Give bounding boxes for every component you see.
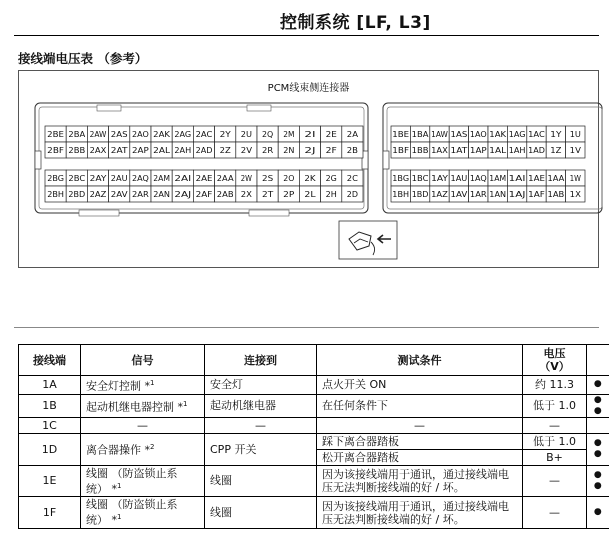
connected-to-cell: 起动机继电器 — [205, 394, 317, 417]
pin-label: 2Z — [219, 145, 232, 155]
pin-label: 2AG — [174, 129, 192, 139]
bullet-icon: ● — [593, 480, 602, 491]
pin-label: 1AM — [489, 173, 507, 183]
pin-label: 2D — [346, 189, 358, 199]
pin-label: 1AV — [450, 189, 468, 199]
pin-label: 1AU — [450, 173, 468, 183]
bullet-cell — [587, 497, 609, 529]
pin-label: 2BG — [47, 173, 64, 183]
signal-footnote-mark: 2 — [150, 443, 155, 452]
connected-to-cell: — — [205, 417, 317, 433]
voltage-text: 约 11.3 — [535, 378, 574, 392]
signal-cell — [81, 465, 205, 497]
pin-label: 2AW — [89, 129, 107, 139]
pin-label: 1AQ — [469, 173, 487, 183]
pin-label: 2AV — [110, 189, 129, 199]
header-signal: 信号 — [81, 345, 205, 376]
voltage-cell — [523, 433, 587, 465]
voltage-text: 低于 1.0 — [533, 399, 576, 413]
pin-label: 2AY — [89, 173, 108, 183]
pin-label: 2F — [325, 145, 338, 155]
terminal-cell: 1D — [19, 433, 81, 465]
pin-label: 2T — [262, 189, 275, 199]
table-row — [19, 376, 609, 395]
voltage-cell — [523, 465, 587, 497]
pin-label: 1Y — [550, 129, 563, 139]
pin-label: 1BF — [392, 145, 410, 155]
terminal-cell: 1F — [19, 497, 81, 529]
pin-label: 2E — [325, 129, 337, 139]
pin-label: 2N — [283, 145, 295, 155]
pin-label: 2W — [240, 173, 252, 183]
pin-label: 2R — [262, 145, 274, 155]
test-condition-text: — — [414, 418, 425, 432]
pin-label: 2BD — [68, 189, 86, 199]
pin-label: 1AG — [508, 129, 526, 139]
pin-label: 2J — [304, 145, 316, 155]
bullet-cell — [587, 417, 609, 433]
pin-label: 1X — [569, 189, 582, 199]
pin-label: 2AZ — [89, 189, 107, 199]
pin-label: 2AH — [174, 145, 192, 155]
pin-label: 2L — [304, 189, 317, 199]
bullet-icon: ● — [593, 469, 602, 480]
pin-label: 1BA — [411, 129, 429, 139]
test-condition-cell — [317, 497, 523, 529]
pin-label: 2BA — [68, 129, 86, 139]
bullet-icon: ● — [593, 379, 602, 390]
pin-label: 2M — [283, 129, 295, 139]
pin-label: 2V — [240, 145, 253, 155]
pin-label: 2Y — [219, 129, 232, 139]
bullet-cell — [587, 465, 609, 497]
pin-label: 2AN — [153, 189, 171, 199]
connector-figure — [18, 70, 599, 268]
pin-label: 1AW — [431, 129, 448, 139]
pin-label: 2AF — [195, 189, 213, 199]
signal-cell — [81, 497, 205, 529]
voltage-text: — — [549, 418, 560, 432]
pin-label: 2O — [283, 173, 295, 183]
voltage-cell — [523, 394, 587, 417]
pin-label: 1AJ — [508, 189, 526, 199]
pin-label: 2AU — [110, 173, 128, 183]
pin-label: 2AQ — [132, 173, 149, 183]
signal-footnote-mark: 1 — [117, 513, 122, 522]
title-rule — [14, 35, 599, 36]
pin-label: 1AH — [508, 145, 526, 155]
test-condition-cell — [317, 394, 523, 417]
signal-cell — [81, 376, 205, 395]
pin-label: 2AT — [110, 145, 129, 155]
bullet-icon: ● — [593, 449, 602, 460]
pin-label: 2A — [346, 129, 359, 139]
pin-label: 1AE — [528, 173, 545, 183]
test-condition-cell — [317, 417, 523, 433]
pin-label: 1AY — [431, 173, 449, 183]
pin-label: 2BB — [68, 145, 86, 155]
pin-label: 1AD — [528, 145, 545, 155]
bullet-cell — [587, 433, 609, 465]
bullet-icon: ● — [593, 438, 602, 449]
pin-label: 2AB — [216, 189, 234, 199]
table-row — [19, 394, 609, 417]
right-connector-pins — [391, 126, 585, 202]
connected-to-cell: 安全灯 — [205, 376, 317, 395]
terminal-cell: 1B — [19, 394, 81, 417]
table-header-row — [19, 345, 609, 376]
connected-to-cell: CPP 开关 — [205, 433, 317, 465]
test-condition-cell — [317, 433, 523, 465]
signal-footnote-mark: 1 — [117, 481, 122, 490]
pin-label: 1AT — [450, 145, 469, 155]
pin-label: 1AA — [547, 173, 565, 183]
signal-cell — [81, 433, 205, 465]
pin-label: 1BH — [392, 189, 410, 199]
pin-label: 2AM — [153, 173, 171, 183]
pin-label: 1U — [569, 129, 581, 139]
voltage-cell — [523, 376, 587, 395]
pin-label: 1AS — [450, 129, 468, 139]
signal-footnote-mark: 1 — [183, 399, 188, 408]
pin-label: 1AX — [431, 145, 449, 155]
pin-label: 2BH — [47, 189, 64, 199]
header-voltage-label: 电压 — [543, 347, 566, 360]
signal-text: 线圈 （防盗锁止系统） * — [86, 466, 178, 496]
connector-diagram — [19, 71, 600, 269]
voltage-text: B+ — [523, 449, 586, 465]
table-row — [19, 497, 609, 529]
header-test-condition: 测试条件 — [317, 345, 523, 376]
pin-label: 2Q — [262, 129, 274, 139]
pin-label: 1Z — [550, 145, 562, 155]
bullet-cell — [587, 376, 609, 395]
pin-label: 1BB — [411, 145, 429, 155]
connected-to-cell: 线圈 — [205, 465, 317, 497]
pin-label: 1AK — [489, 129, 507, 139]
bullet-icon: ● — [593, 405, 602, 416]
header-voltage — [523, 345, 587, 376]
pin-label: 1AP — [469, 145, 487, 155]
page-title: 控制系统 [LF, L3] — [280, 13, 431, 33]
bullet-icon: ● — [593, 394, 602, 405]
pin-label: 2K — [304, 173, 317, 183]
pin-label: 2C — [346, 173, 359, 183]
header-connected-to: 连接到 — [205, 345, 317, 376]
pin-label: 2B — [346, 145, 359, 155]
signal-footnote-mark: 1 — [150, 379, 155, 387]
pin-label: 1BC — [411, 173, 429, 183]
pin-label: 2AE — [195, 173, 213, 183]
pin-label: 1AF — [528, 189, 546, 199]
figure-caption: PCM线束侧连接器 — [267, 83, 350, 94]
voltage-cell — [523, 497, 587, 529]
pin-label: 2AX — [89, 145, 107, 155]
pin-label: 2U — [240, 129, 253, 139]
signal-text: — — [137, 418, 148, 432]
terminal-cell: 1E — [19, 465, 81, 497]
bullet-cell — [587, 394, 609, 417]
test-condition-text: 在任何条件下 — [322, 399, 388, 413]
pin-label: 2BC — [68, 173, 86, 183]
pin-label: 2X — [240, 189, 253, 199]
test-condition-text: 踩下离合器踏板 — [322, 434, 399, 448]
table-row — [19, 465, 609, 497]
pin-label: 1AN — [489, 189, 507, 199]
signal-text: 线圈 （防盗锁止系统） * — [86, 498, 178, 527]
pin-label: 2AL — [153, 145, 171, 155]
pin-label: 2AP — [132, 145, 149, 155]
pin-label: 1BG — [392, 173, 410, 183]
signal-cell — [81, 394, 205, 417]
header-terminal: 接线端 — [19, 345, 81, 376]
pin-label: 1AR — [469, 189, 488, 199]
pin-label: 2S — [262, 173, 274, 183]
pin-label: 1AC — [528, 129, 546, 139]
pin-label: 1AI — [508, 173, 526, 183]
pin-label: 2AR — [132, 189, 150, 199]
left-connector-pins — [45, 126, 363, 202]
pin-label: 1V — [569, 145, 582, 155]
test-condition-cell — [317, 465, 523, 497]
pin-label: 2BE — [47, 129, 64, 139]
plug-icon — [339, 221, 397, 259]
pin-label: 2G — [325, 173, 337, 183]
pin-label: 2I — [304, 129, 316, 139]
pin-label: 2AS — [110, 129, 128, 139]
bullet-icon: ● — [593, 507, 602, 518]
pin-label: 2AO — [132, 129, 149, 139]
pin-label: 2AK — [153, 129, 171, 139]
pin-label: 2AI — [174, 173, 192, 183]
header-extra — [587, 345, 609, 376]
table-row — [19, 433, 609, 465]
pin-label: 2AA — [216, 173, 235, 183]
table-row — [19, 417, 609, 433]
voltage-text: — — [549, 474, 560, 488]
signal-cell — [81, 417, 205, 433]
pin-label: 1BE — [392, 129, 410, 139]
voltage-text: 低于 1.0 — [533, 434, 576, 448]
test-condition-text: 因为该接线端用于通讯，通过接线端电压无法判断接线端的好 / 坏。 — [322, 499, 509, 526]
test-condition-text: 点火开关 ON — [322, 378, 387, 392]
terminal-voltage-table — [18, 344, 609, 529]
pin-label: 2BF — [47, 145, 65, 155]
pin-label: 1AB — [547, 189, 565, 199]
pin-label: 1AZ — [431, 189, 449, 199]
pin-label: 2P — [283, 189, 295, 199]
voltage-cell — [523, 417, 587, 433]
pin-label: 2AC — [195, 129, 213, 139]
terminal-cell: 1A — [19, 376, 81, 395]
terminal-cell: 1C — [19, 417, 81, 433]
pin-label: 1AL — [489, 145, 507, 155]
section-title: 接线端电压表 （参考） — [18, 51, 148, 66]
table-separator — [14, 327, 599, 328]
test-condition-text: 因为该接线端用于通讯，通过接线端电压无法判断接线端的好 / 坏。 — [322, 467, 509, 494]
pin-label: 2AJ — [174, 189, 192, 199]
test-condition-cell — [317, 376, 523, 395]
test-condition-text: 松开离合器踏板 — [317, 449, 522, 465]
signal-text: 离合器操作 * — [86, 443, 150, 457]
connected-to-cell: 线圈 — [205, 497, 317, 529]
header-voltage-unit: （V） — [539, 360, 570, 373]
pin-label: 2H — [325, 189, 337, 199]
pin-label: 1W — [569, 173, 581, 183]
pin-label: 1BD — [411, 189, 429, 199]
voltage-text: — — [549, 506, 560, 520]
signal-text: 安全灯控制 * — [86, 379, 150, 393]
pin-label: 1AO — [469, 129, 487, 139]
signal-text: 起动机继电器控制 * — [86, 400, 183, 414]
pin-label: 2AD — [195, 145, 213, 155]
